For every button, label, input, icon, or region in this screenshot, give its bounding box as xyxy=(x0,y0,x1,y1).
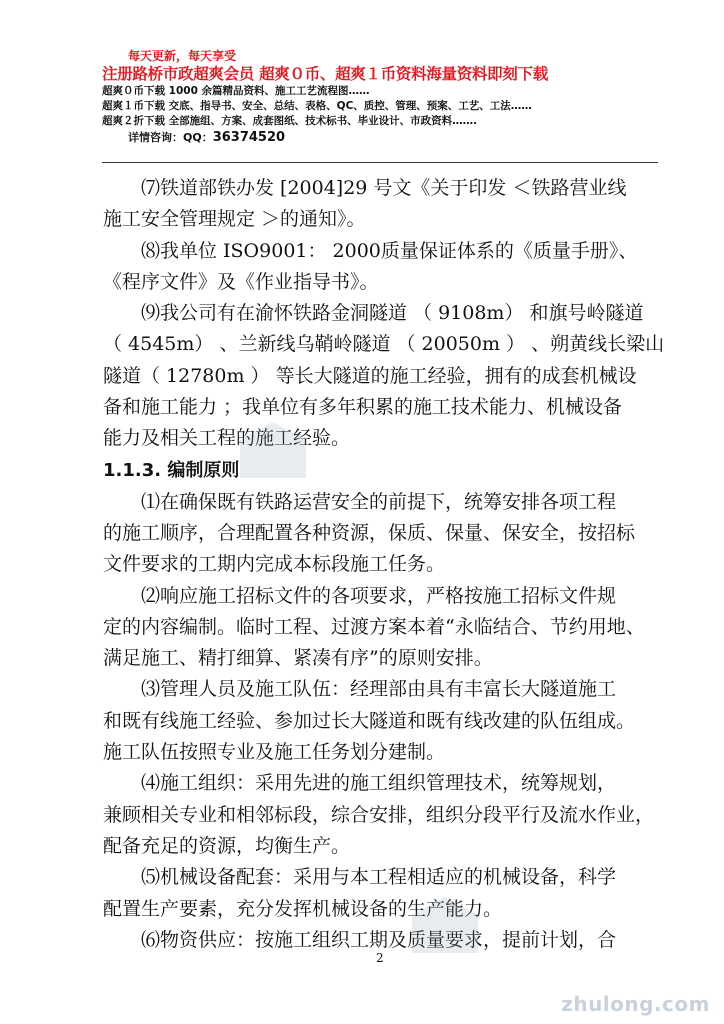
promo-header xyxy=(102,48,662,146)
para-line: 能力及相关工程的施工经验。 xyxy=(103,427,351,450)
para-line: 《程序文件》及《作业指导书》。 xyxy=(103,270,379,293)
header-tagline: 每天更新，每天享受 xyxy=(128,49,237,63)
para-line: 定的内容编制。临时工程、过渡方案本着“永临结合、节约用地、 xyxy=(103,615,645,638)
header-title: 注册路桥市政超爽会员 超爽０币、超爽１币资料海量资料即刻下载 xyxy=(102,65,548,83)
para-line: ⑴在确保既有铁路运营安全的前提下，统筹安排各项工程 xyxy=(141,490,617,513)
para-line: ⑷施工组织：采用先进的施工组织管理技术，统筹规划， xyxy=(141,772,617,795)
section-heading: 1.1.3. 编制原则 xyxy=(103,459,240,481)
para-line: 施工安全管理规定 ＞的通知》。 xyxy=(103,208,366,231)
para-line: 兼顾相关专业和相邻标段，综合安排，组织分段平行及流水作业， xyxy=(103,803,655,826)
para-line: 配备充足的资源，均衡生产。 xyxy=(103,834,351,857)
para-line: 满足施工、精打细算、紧凑有序”的原则安排。 xyxy=(103,647,493,670)
para-line: ⑹物资供应：按施工组织工期及质量要求，提前计划，合 xyxy=(141,928,617,951)
header-contact xyxy=(128,129,662,146)
para-line: ⑺铁道部铁办发 [2004]29 号文《关于印发 ＜铁路营业线 xyxy=(141,177,627,199)
para-line: 隧道（ 12780m ） 等长大隧道的施工经验，拥有的成套机械设 xyxy=(103,364,637,387)
para-line: ⑶管理人员及施工队伍：经理部由具有丰富长大隧道施工 xyxy=(141,678,617,701)
para-line: ⑸机械设备配套：采用与本工程相适应的机械设备，科学 xyxy=(141,866,617,889)
contact-qq: 36374520 xyxy=(212,130,286,145)
header-divider xyxy=(102,162,658,163)
para-line: ⑼我公司有在渝怀铁路金洞隧道 （ 9108m） 和旗号岭隧道 xyxy=(141,302,644,325)
para-line: （ 4545m） 、兰新线乌鞘岭隧道 （ 20050m ） 、朔黄线长梁山 xyxy=(103,333,665,356)
para-line: 备和施工能力 ；我单位有多年积累的施工技术能力、机械设备 xyxy=(103,396,623,419)
para-line: 施工队伍按照专业及施工任务划分建制。 xyxy=(103,741,446,764)
para-line: ⑵响应施工招标文件的各项要求，严格按施工招标文件规 xyxy=(141,584,617,607)
header-line-1: 超爽０币下载 1000 余篇精品资料、施工工艺流程图…… xyxy=(102,85,370,97)
para-line: 和既有线施工经验、参加过长大隧道和既有线改建的队伍组成。 xyxy=(103,709,636,732)
para-line: 配置生产要素，充分发挥机械设备的生产能力。 xyxy=(103,897,503,920)
site-watermark: zhulong.com xyxy=(561,992,710,1016)
para-line: ⑻我单位 ISO9001： 2000质量保证体系的《质量手册》、 xyxy=(141,239,638,262)
page-number: 2 xyxy=(376,951,384,965)
para-line: 文件要求的工期内完成本标段施工任务。 xyxy=(103,553,446,576)
document-body xyxy=(103,173,665,956)
header-line-2: 超爽１币下载 交底、指导书、安全、总结、表格、QC、质控、管理、预案、工艺、工法…… xyxy=(102,100,532,112)
header-line-3: 超爽２折下载 全部施组、方案、成套图纸、技术标书、毕业设计、市政资料……. xyxy=(102,115,478,127)
ghost-logo-icon xyxy=(238,420,308,480)
contact-label: 详情咨询：QQ： xyxy=(128,131,213,144)
ghost-logo-icon xyxy=(410,895,480,955)
para-line: 的施工顺序，合理配置各种资源，保质、保量、保安全，按招标 xyxy=(103,521,636,544)
